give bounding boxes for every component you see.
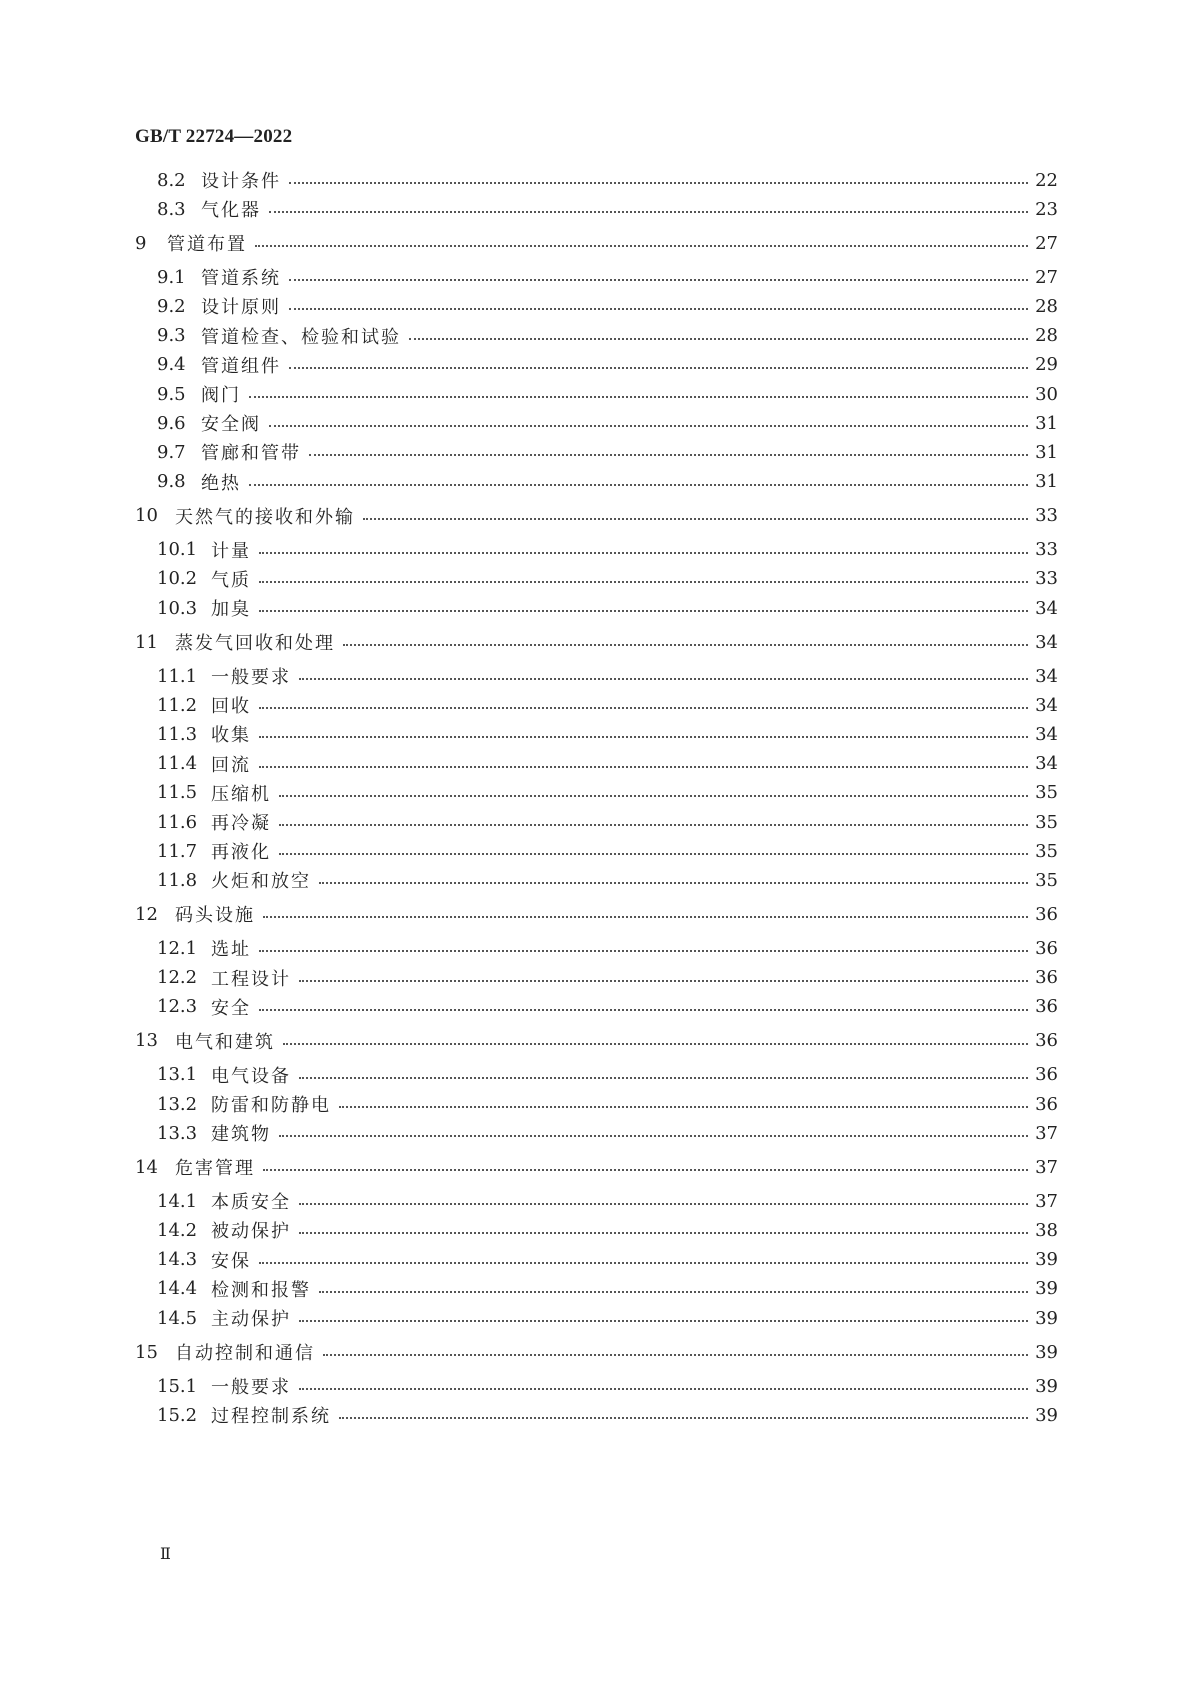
toc-entry-number: 14.3 (157, 1249, 198, 1271)
toc-entry-page: 35 (1035, 782, 1058, 804)
toc-dot-leader (299, 1232, 1028, 1234)
toc-entry-title: 建筑物 (211, 1124, 271, 1146)
toc-entry-number: 9.6 (157, 412, 186, 434)
toc-entry-number: 11 (135, 631, 158, 653)
toc-entry-page: 36 (1035, 967, 1058, 989)
toc-entry[interactable] (157, 1275, 1058, 1303)
toc-entry-page: 35 (1035, 869, 1058, 891)
toc-dot-leader (343, 644, 1028, 646)
toc-entry[interactable] (135, 628, 1058, 656)
toc-entry-title: 压缩机 (211, 783, 271, 805)
toc-entry-title: 自动控制和通信 (175, 1343, 315, 1364)
toc-entry-title: 检测和报警 (211, 1279, 311, 1301)
toc-dot-leader (259, 707, 1028, 709)
toc-entry-page: 33 (1035, 539, 1058, 561)
toc-entry[interactable] (157, 438, 1058, 466)
toc-entry[interactable] (157, 1372, 1058, 1400)
toc-dot-leader (339, 1106, 1028, 1108)
toc-entry[interactable] (157, 1187, 1058, 1215)
toc-dot-leader (249, 484, 1028, 486)
toc-entry-page: 36 (1035, 1093, 1058, 1115)
toc-entry-page: 34 (1035, 694, 1058, 716)
toc-entry-title: 回流 (211, 754, 251, 776)
toc-entry-number: 9.5 (157, 383, 186, 405)
toc-dot-leader (259, 950, 1028, 952)
toc-dot-leader (289, 367, 1028, 369)
toc-dot-leader (309, 454, 1028, 456)
toc-entry-page: 34 (1035, 723, 1058, 745)
toc-dot-leader (255, 245, 1028, 247)
toc-dot-leader (259, 1009, 1028, 1011)
toc-entry[interactable] (157, 934, 1058, 962)
toc-dot-leader (259, 610, 1028, 612)
toc-dot-leader (299, 1388, 1028, 1390)
toc-entry[interactable] (157, 720, 1058, 748)
toc-entry-title: 危害管理 (175, 1158, 255, 1180)
toc-entry-title: 天然气的接收和外输 (175, 506, 355, 528)
toc-dot-leader (319, 882, 1028, 884)
toc-entry-page: 39 (1035, 1249, 1058, 1271)
toc-dot-leader (299, 1320, 1028, 1322)
toc-entry-page: 35 (1035, 811, 1058, 833)
toc-entry[interactable] (157, 662, 1058, 690)
toc-entry-page: 37 (1035, 1122, 1058, 1144)
toc-dot-leader (263, 1169, 1028, 1171)
toc-entry-page: 39 (1035, 1278, 1058, 1300)
toc-entry-title: 管道布置 (167, 234, 247, 256)
toc-entry-title: 气化器 (201, 200, 261, 222)
toc-entry-title: 安全阀 (201, 414, 261, 436)
toc-dot-leader (249, 396, 1028, 398)
standard-code: GB/T 22724—2022 (135, 126, 293, 147)
toc-entry[interactable] (157, 468, 1058, 496)
toc-entry-title: 再液化 (211, 842, 271, 864)
toc-dot-leader (279, 853, 1028, 855)
toc-entry-number: 10 (135, 505, 158, 527)
toc-entry-number: 14.5 (157, 1307, 198, 1329)
toc-entry-title: 设计条件 (201, 171, 281, 192)
toc-entry-number: 13 (135, 1030, 158, 1052)
toc-dot-leader (339, 1417, 1028, 1419)
toc-entry-page: 28 (1035, 325, 1058, 347)
toc-entry-page: 38 (1035, 1219, 1058, 1241)
toc-entry[interactable] (135, 502, 1058, 530)
toc-entry-number: 14 (135, 1156, 158, 1178)
toc-entry-number: 11.1 (157, 665, 198, 687)
toc-entry-number: 8.3 (157, 198, 186, 220)
toc-entry-page: 36 (1035, 1030, 1058, 1052)
toc-entry-page: 34 (1035, 753, 1058, 775)
toc-entry-page: 31 (1035, 471, 1058, 493)
toc-entry-page: 37 (1035, 1156, 1058, 1178)
toc-dot-leader (409, 338, 1028, 340)
toc-entry-title: 绝热 (201, 472, 241, 494)
toc-entry-title: 工程设计 (211, 968, 291, 990)
page-folio: Ⅱ (160, 1546, 170, 1563)
toc-dot-leader (279, 795, 1028, 797)
toc-entry-number: 9.3 (157, 325, 186, 347)
toc-entry-number: 11.8 (157, 869, 198, 891)
toc-entry-title: 管道检查、检验和试验 (201, 326, 401, 348)
toc-entry-title: 一般要求 (211, 1377, 291, 1398)
toc-entry-page: 36 (1035, 937, 1058, 959)
toc-dot-leader (299, 678, 1028, 680)
toc-entry-title: 本质安全 (211, 1192, 291, 1214)
toc-entry[interactable] (135, 1338, 1058, 1366)
toc-entry[interactable] (157, 866, 1058, 894)
toc-entry-title: 管道系统 (201, 268, 281, 290)
toc-entry-page: 37 (1035, 1190, 1058, 1212)
toc-entry-title: 选址 (211, 939, 251, 961)
toc-entry-title: 被动保护 (211, 1221, 291, 1243)
toc-dot-leader (279, 1135, 1028, 1137)
toc-entry-page: 34 (1035, 631, 1058, 653)
toc-entry[interactable] (157, 808, 1058, 836)
toc-entry-number: 13.3 (157, 1122, 198, 1144)
toc-entry[interactable] (157, 1246, 1058, 1274)
toc-entry-number: 14.4 (157, 1278, 198, 1300)
toc-entry-number: 9.7 (157, 441, 186, 463)
toc-dot-leader (263, 916, 1028, 918)
toc-entry-number: 14.2 (157, 1219, 198, 1241)
toc-entry-number: 12.1 (157, 937, 198, 959)
toc-entry-number: 9.2 (157, 295, 186, 317)
toc-entry-page: 27 (1035, 232, 1058, 254)
toc-entry[interactable] (157, 1090, 1058, 1118)
toc-entry-number: 10.1 (157, 539, 198, 561)
toc-entry[interactable] (157, 409, 1058, 437)
toc-entry[interactable] (157, 166, 1058, 194)
toc-entry-number: 13.1 (157, 1064, 198, 1086)
toc-entry[interactable] (135, 1027, 1058, 1055)
toc-entry-number: 12.3 (157, 996, 198, 1018)
toc-entry-page: 36 (1035, 996, 1058, 1018)
toc-entry[interactable] (157, 565, 1058, 593)
toc-entry-number: 11.6 (157, 811, 198, 833)
toc-entry-title: 计量 (211, 540, 251, 562)
toc-entry[interactable] (157, 779, 1058, 807)
toc-entry-title: 气质 (211, 569, 251, 591)
toc-dot-leader (323, 1354, 1028, 1356)
toc-entry[interactable] (157, 1304, 1058, 1332)
toc-entry[interactable] (135, 229, 1058, 257)
toc-entry-title: 管道组件 (201, 355, 281, 377)
toc-dot-leader (279, 824, 1028, 826)
toc-entry-title: 收集 (211, 725, 251, 747)
toc-entry-page: 33 (1035, 505, 1058, 527)
toc-entry-number: 12.2 (157, 967, 198, 989)
toc-entry[interactable] (157, 691, 1058, 719)
toc-entry[interactable] (157, 1061, 1058, 1089)
toc-entry-number: 10.3 (157, 597, 198, 619)
toc-entry-title: 主动保护 (211, 1309, 291, 1330)
toc-entry[interactable] (157, 1216, 1058, 1244)
toc-entry-title: 火炬和放空 (211, 871, 311, 893)
toc-entry-page: 39 (1035, 1404, 1058, 1426)
toc-entry-number: 15.1 (157, 1375, 198, 1397)
toc-dot-leader (259, 552, 1028, 554)
toc-entry-page: 28 (1035, 295, 1058, 317)
toc-entry[interactable] (157, 351, 1058, 379)
toc-dot-leader (259, 736, 1028, 738)
toc-dot-leader (269, 425, 1028, 427)
toc-entry-page: 22 (1035, 169, 1058, 191)
toc-entry-page: 30 (1035, 383, 1058, 405)
toc-entry[interactable] (157, 750, 1058, 778)
toc-dot-leader (299, 980, 1028, 982)
toc-dot-leader (259, 766, 1028, 768)
toc-entry[interactable] (157, 594, 1058, 622)
toc-entry-number: 11.2 (157, 694, 198, 716)
toc-entry-number: 9.8 (157, 471, 186, 493)
toc-entry-number: 15 (135, 1341, 158, 1363)
toc-entry[interactable] (157, 195, 1058, 223)
toc-entry[interactable] (157, 993, 1058, 1021)
toc-entry[interactable] (157, 380, 1058, 408)
toc-entry[interactable] (157, 837, 1058, 865)
toc-entry[interactable] (157, 263, 1058, 291)
toc-entry-title: 再冷凝 (211, 813, 271, 834)
toc-dot-leader (289, 182, 1028, 184)
toc-entry-title: 码头设施 (175, 905, 255, 927)
toc-entry[interactable] (157, 322, 1058, 350)
toc-entry-number: 11.3 (157, 723, 198, 745)
toc-entry[interactable] (157, 292, 1058, 320)
toc-entry-page: 31 (1035, 441, 1058, 463)
toc-dot-leader (299, 1203, 1028, 1205)
toc-entry[interactable] (157, 964, 1058, 992)
toc-entry-title: 安保 (211, 1250, 251, 1272)
toc-entry-title: 管廊和管带 (201, 443, 301, 465)
toc-entry[interactable] (157, 536, 1058, 564)
toc-entry-page: 33 (1035, 568, 1058, 590)
toc-entry-title: 电气和建筑 (175, 1031, 275, 1053)
toc-entry[interactable] (157, 1119, 1058, 1147)
toc-entry-number: 11.5 (157, 782, 198, 804)
toc-dot-leader (363, 518, 1028, 520)
toc-entry[interactable] (135, 1153, 1058, 1181)
toc-entry-page: 39 (1035, 1375, 1058, 1397)
toc-entry-number: 13.2 (157, 1093, 198, 1115)
toc-dot-leader (283, 1043, 1028, 1045)
toc-dot-leader (269, 211, 1028, 213)
toc-entry-page: 34 (1035, 665, 1058, 687)
toc-entry[interactable] (135, 900, 1058, 928)
toc-entry-number: 15.2 (157, 1404, 198, 1426)
toc-entry-page: 31 (1035, 412, 1058, 434)
toc-entry-number: 8.2 (157, 169, 186, 191)
toc-dot-leader (299, 1077, 1028, 1079)
toc-entry-page: 36 (1035, 1064, 1058, 1086)
toc-entry-page: 23 (1035, 198, 1058, 220)
toc-entry-title: 加臭 (211, 599, 251, 620)
toc-entry-title: 阀门 (201, 385, 241, 406)
toc-entry-page: 27 (1035, 266, 1058, 288)
toc-entry-page: 39 (1035, 1307, 1058, 1329)
toc-dot-leader (289, 279, 1028, 281)
toc-entry-title: 蒸发气回收和处理 (175, 633, 335, 654)
toc-entry-title: 安全 (211, 997, 251, 1019)
toc-entry-title: 一般要求 (211, 667, 291, 688)
toc-dot-leader (319, 1291, 1028, 1293)
toc-entry-number: 10.2 (157, 568, 198, 590)
toc-entry-page: 29 (1035, 354, 1058, 376)
toc-entry-page: 39 (1035, 1341, 1058, 1363)
toc-dot-leader (259, 1262, 1028, 1264)
toc-entry-title: 电气设备 (211, 1065, 291, 1087)
toc-entry-page: 35 (1035, 840, 1058, 862)
toc-entry-number: 11.7 (157, 840, 198, 862)
toc-entry-number: 9 (135, 232, 147, 254)
toc-entry-number: 14.1 (157, 1190, 198, 1212)
toc-entry-title: 设计原则 (201, 297, 281, 319)
toc-entry-title: 过程控制系统 (211, 1406, 331, 1428)
toc-entry-number: 9.1 (157, 266, 186, 288)
toc-entry-page: 34 (1035, 597, 1058, 619)
toc-entry-number: 11.4 (157, 753, 198, 775)
toc-entry-number: 9.4 (157, 354, 186, 376)
toc-entry-page: 36 (1035, 903, 1058, 925)
toc-entry[interactable] (157, 1401, 1058, 1429)
toc-entry-number: 12 (135, 903, 158, 925)
toc-dot-leader (289, 308, 1028, 310)
toc-entry-title: 防雷和防静电 (211, 1095, 331, 1116)
toc-dot-leader (259, 581, 1028, 583)
toc-entry-title: 回收 (211, 696, 251, 718)
